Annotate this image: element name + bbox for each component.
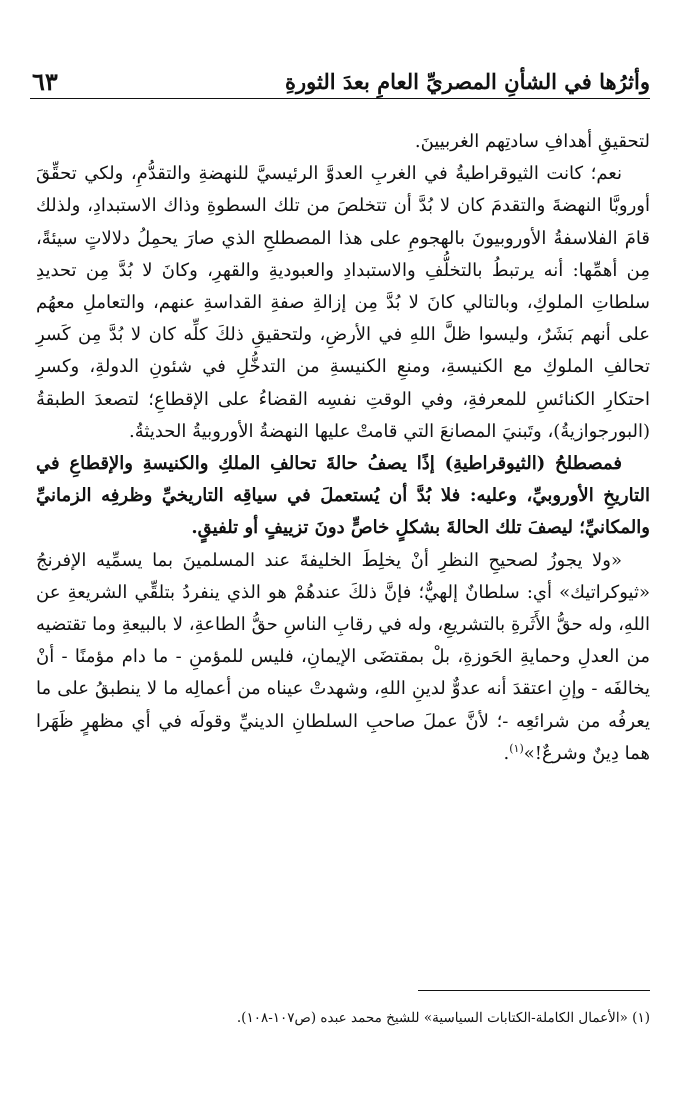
- footnote-divider: [418, 990, 650, 991]
- running-header: [30, 58, 650, 99]
- body-text: [36, 126, 650, 770]
- header-title: وأثرُها في الشأنِ المصريِّ العامِ بعدَ الثورةِ: [284, 69, 650, 94]
- paragraph-definition: فمصطلحُ (الثيوقراطيةِ) إذًا يصفُ حالةَ تحالفِ الملكِ والكنيسةِ والإقطاعِ في التاريخِ الأوروبيِّ، وعليه: فلا بُدَّ أن يُستعملَ في سياقِه التاريخيِّ وظرفِه الزمانيِّ والمكانيِّ؛ ليصفَ تلك الحالةَ بشكلٍ خاصٍّ دونَ تزييفٍ أو تلفيقٍ.: [36, 453, 650, 539]
- paragraph-quote: «ولا يجوزُ لصحيحِ النظرِ أنْ يخلِطَ الخليفةَ عند المسلمينَ بما يسمِّيه الإفرنجُ «ثيوكراتيك» أي: سلطانٌ إلهيٌّ؛ فإنَّ ذلكَ عندهُمْ هو الذي ينفردُ بتلقِّي الشريعةِ عن اللهِ، وله حقُّ الأَثَرةِ بالتشريعِ، وله في رقابِ الناسِ حقُّ الطاعةِ، لا بالبيعةِ وما تقتضيه من العدلِ وحمايةِ الحَوزةِ، بلْ بمقتضَى الإيمانِ، فليس للمؤمنِ - ما دام مؤمنًا - أنْ يخالفَه - وإنِ اعتقدَ أنه عدوٌّ لدينِ اللهِ، وشهدتْ عيناه من أعمالِه ما لا ينطبقُ على ما يعرفُه من شرائعِه -؛ لأنَّ عملَ صاحبِ السلطانِ الدينيِّ وقولَه في أي مظهرٍ ظَهَرا هما دِينٌ وشرعٌ!»$^{(١)}$.: [36, 549, 650, 764]
- page-number: ٦٣: [32, 67, 58, 96]
- paragraph-theocracy-west: نعم؛ كانت الثيوقراطيةُ في الغربِ العدوَّ الرئيسيَّ للنهضةِ والتقدُّمِ، ولكي تحقِّقَ أوروبَّا النهضةَ والتقدمَ كان لا بُدَّ أن تتخلصَ من تلك السطوةِ وذاك الاستبدادِ، ولذلك قامَ الفلاسفةُ الأوروبيونَ بالهجومِ على هذا المصطلحِ الذي صارَ يحمِلُ دلالاتٍ سيئةً، مِن أهمِّها: أنه يرتبطُ بالتخلُّفِ والاستبدادِ والعبوديةِ والقهرِ، وكانَ لا بُدَّ مِن تحديدِ سلطاتِ الملوكِ، وبالتالي كانَ لا بُدَّ مِن إزالةِ صفةِ القداسةِ عنهم، والتعاملِ معهُم على أنهم بَشَرٌ، وليسوا ظلَّ اللهِ في الأرضِ، ولتحقيقِ ذلكَ كلِّه كان لا بُدَّ مِن كَسرِ تحالفِ الملوكِ مع الكنيسةِ، ومنعِ الكنيسةِ من التدخُّلِ في شئونِ الدولةِ، وكسرِ احتكارِ الكنائسِ للمعرفةِ، وفي الوقتِ نفسِه القضاءُ على الإقطاعِ؛ لتصعدَ الطبقةُ (البورجوازيةُ)، وتَبنيَ المصانعَ التي قامتْ عليها النهضةُ الأوروبيةُ الحديثةُ.: [36, 163, 650, 442]
- paragraph-continuation: لتحقيقِ أهدافِ سادتِهم الغربيينَ.: [414, 131, 650, 152]
- quote-text: «ولا يجوزُ لصحيحِ النظرِ أنْ يخلِطَ الخليفةَ عند المسلمينَ بما يسمِّيه الإفرنجُ «ثيوكراتيك» أي: سلطانٌ إلهيٌّ؛ فإنَّ ذلكَ عندهُمْ هو الذي ينفردُ بتلقِّي الشريعةِ عن اللهِ، وله حقُّ الأَثَرةِ بالتشريعِ، وله في رقابِ الناسِ حقُّ الطاعةِ، لا بالبيعةِ وما تقتضيه من العدلِ وحمايةِ الحَوزةِ، بلْ بمقتضَى الإيمانِ، فليس للمؤمنِ - ما دام مؤمنًا - أنْ يخالفَه - وإنِ اعتقدَ أنه عدوٌّ لدينِ اللهِ، وشهدتْ عيناه من أعمالِه ما لا ينطبقُ على ما يعرفُه من شرائعِه -؛ لأنَّ عملَ صاحبِ السلطانِ الدينيِّ وقولَه في أي مظهرٍ ظَهَرا هما دِينٌ وشرعٌ!»: [36, 549, 650, 764]
- footnote-marker: (١): [509, 741, 524, 755]
- footnote: (١) «الأعمال الكاملة-الكتابات السياسية» للشيخ محمد عبده (ص١٠٧-١٠٨).: [236, 1010, 650, 1026]
